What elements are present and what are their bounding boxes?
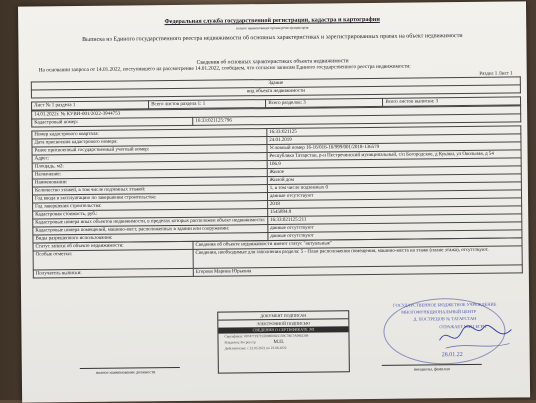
seal-line-2: МНОГОФУНКЦИОНАЛЬНЫЙ ЦЕНТР [401, 308, 477, 315]
sections-total: Всего разделов: 3 [266, 98, 383, 107]
characteristics-table [31, 125, 522, 243]
sheet-number: Лист № 1 раздела 1 [32, 101, 149, 110]
table-row: Площадь, м2: 106.9 [32, 158, 521, 171]
document-sheet [18, 1, 530, 402]
table-row: Номер кадастрового квартала: 16:33:021125 [32, 126, 521, 139]
name-caption: инициалы, фамилия [413, 366, 450, 372]
extract-subtitle: Сведения об основных характеристиках объекта недвижимости [196, 58, 349, 66]
sheets-total: Всего листов выписки: 3 [383, 97, 521, 106]
table-row: Год завершения строительства: 2018 [33, 198, 522, 211]
table-row: Год ввода в эксплуатацию по завершении строительства: данные отсутствуют [32, 190, 521, 203]
table-row: Наименование: Жилой дом [32, 174, 521, 187]
sheets-in-section: Всего листов раздела 1: 1 [149, 100, 266, 109]
seal-line-4: ОТРАЖАЕТ МФЦ ЕГРН [439, 323, 487, 330]
seal-line-3: Д. ПОСТРЕЦОВ № ТАТАРСТАН [413, 315, 477, 322]
e-sign-title: ДОКУМЕНТ ПОДПИСАН [218, 311, 348, 320]
table-row: Особые отметки: Сведения, необходимые для заполнения раздела: 5 - План расположения помещения, машино-места на этаже (плане этажа), отсутствуют. [33, 246, 522, 270]
object-kind-caption: вид объекта недвижимости [31, 85, 520, 98]
table-row: Статус записи об объекте недвижимости: Сведения об объекте недвижимости имеют статус "актуальные" [33, 238, 522, 251]
table-row: Назначение: Жилое [32, 166, 521, 179]
table-row: Кадастровые номера помещений, машино-мест, расположенных в здании или сооружении: данные отсутствуют [33, 222, 522, 235]
seal-place-label: М.П. [273, 339, 285, 346]
e-sign-subtitle: ЭЛЕКТРОННОЙ ПОДПИСЬЮ [256, 320, 311, 327]
e-sign-owner: Владелец: Росреестр [224, 340, 256, 345]
table-row: Виды разрешенного использования: данные отсутствуют [33, 230, 522, 243]
basis-statement: На основании запроса от 14.01.2022, поступившего на рассмотрение 14.01.2022, сообщаем, что согласно записям Единого государственного реестра недвижимости: [38, 63, 411, 74]
cadastral-number-value: 16:33:021125:796 [193, 114, 521, 125]
agency-name: Федеральная служба государственной регистрации, кадастра и картографии [164, 15, 380, 26]
table-row: Количество этажей, в том числе подземных этажей: 1, в том числе подземных 0 [32, 182, 521, 195]
extract-title: Выписка из Единого государственного реестра недвижимости об основных характеристиках и зарегистрированных правах на объект недвижимости [82, 33, 463, 43]
table-row: Ранее присвоенный государственный учетный номер: Условный номер 16-16/016-16/999/001/2018-136579 [32, 142, 521, 155]
request-date-number: 14.01.2022г. № КУВИ-001/2022-3944753 [32, 106, 521, 119]
position-caption: полное наименование должности [95, 369, 156, 375]
object-kind-table [31, 76, 521, 98]
object-kind: Здание [31, 77, 520, 90]
cadastral-number-label: Кадастровый номер: [32, 117, 193, 127]
seal-line-1: ГОСУДАРСТВЕННОЕ БЮДЖЕТНОЕ УЧРЕЖДЕНИЕ [393, 301, 497, 308]
table-row: Кадастровая стоимость, руб.: 1545894.9 [33, 206, 522, 219]
table-row: Получатель выписки: Егорова Марина Юрьевна [33, 265, 522, 278]
table-row: Адрес: Республика Татарстан, р-н Пестречинский муниципальный, с/п Богородское, д Кукаки, ул Окольная, д 54 [32, 150, 521, 163]
e-sign-cert: Сертификат: 00747719719309800825159C78E7A99ED08 [224, 333, 309, 339]
e-sign-cert-label: СВЕДЕНИЯ О СЕРТИФИКАТЕ ЭП [218, 326, 348, 333]
table-row: Кадастровые номера иных объектов недвижимости, в пределах которых расположен объект недвижимости: 16:33:021125:211 [33, 214, 522, 227]
agency-caption: полное наименование органа регистрации прав [235, 25, 309, 31]
handwritten-date: 28.01.22 [441, 352, 463, 359]
table-row: Дата присвоения кадастрового номера: 24.01.2019 [32, 134, 521, 147]
e-sign-valid: Действителен: с 23.03.2021 по 23.06.2022 [224, 345, 287, 351]
status-table [32, 237, 522, 278]
section-label: Раздел 1 Лист 1 [479, 71, 513, 77]
